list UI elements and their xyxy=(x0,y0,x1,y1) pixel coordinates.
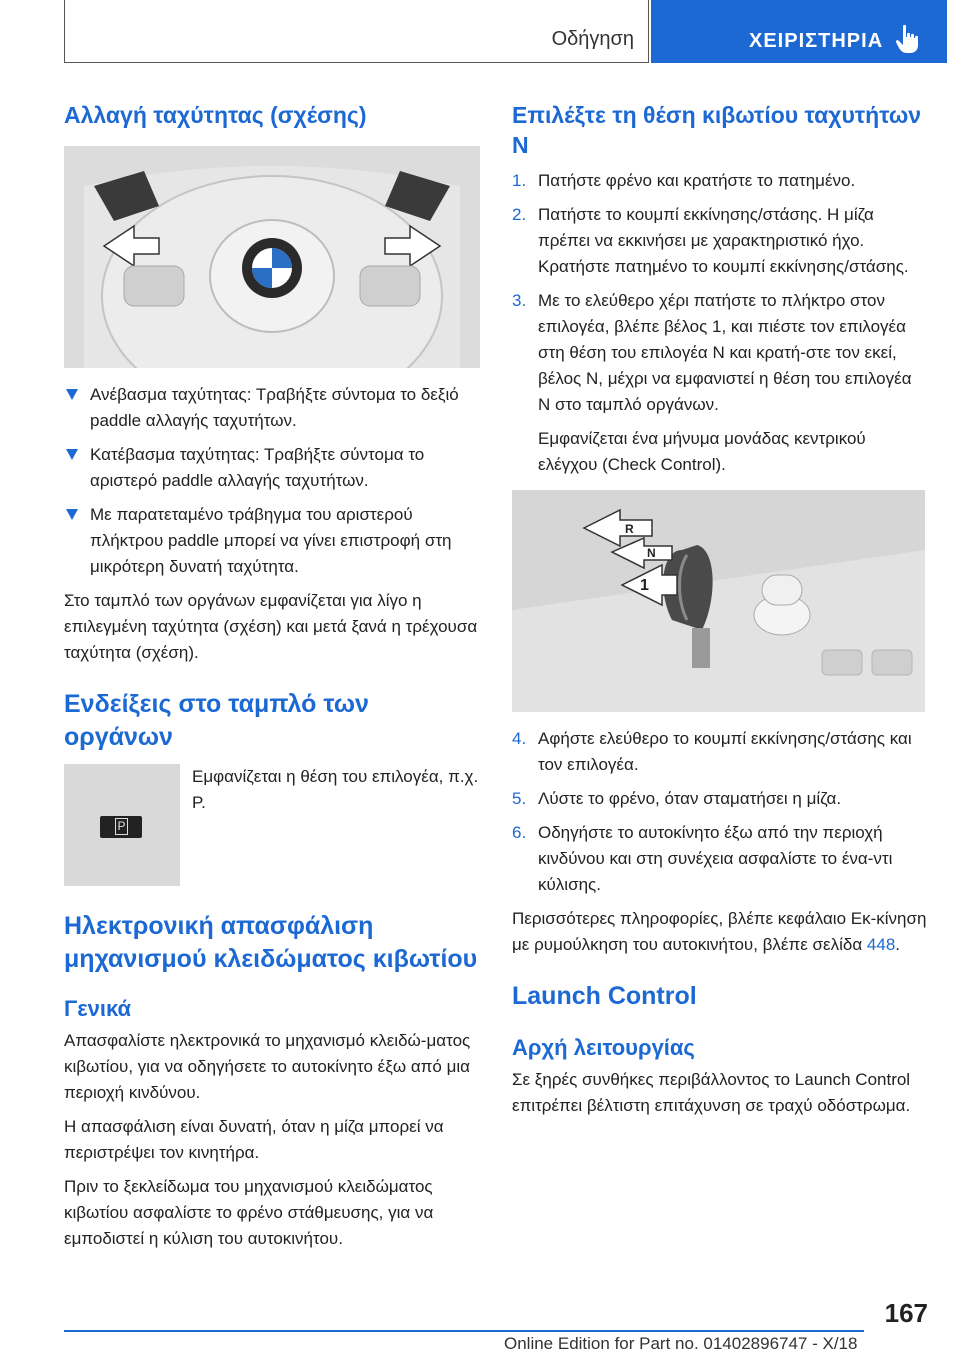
hand-pointer-icon xyxy=(895,24,921,54)
list-item: Κατέβασμα ταχύτητας: Τραβήξτε σύντομα το αριστερό paddle αλλαγής ταχυτήτων. xyxy=(64,442,484,494)
gear-indicator-image xyxy=(64,764,180,886)
header-chapter-title: ΧΕΙΡΙΣΤΗΡΙΑ xyxy=(749,30,884,52)
list-item: Ανέβασμα ταχύτητας: Τραβήξτε σύντομα το δεξιό paddle αλλαγής ταχυτήτων. xyxy=(64,382,484,434)
heading-gear-change: Αλλαγή ταχύτητας (σχέσης) xyxy=(64,102,367,128)
triangle-bullet-icon xyxy=(66,449,78,460)
header-section-box xyxy=(64,0,649,63)
steps-list-a xyxy=(512,168,927,478)
gear-selector-illustration xyxy=(512,490,925,712)
steps-list-b xyxy=(512,726,927,898)
heading-principle: Αρχή λειτουργίας xyxy=(512,1035,695,1060)
arrow-r-label: R xyxy=(625,522,634,536)
list-item: 4. Αφήστε ελεύθερο το κουμπί εκκίνησης/στάσης και τον επιλογέα. xyxy=(512,729,912,774)
gear-change-bullets xyxy=(64,382,484,580)
gear-indicator-display xyxy=(100,816,142,838)
list-item: 3. Με το ελεύθερο χέρι πατήστε το πλήκτρο στον επιλογέα, βλέπε βέλος 1, και πιέστε τον επιλογέα στη θέση του επιλογέα N και κρατή-στε τον εκεί, βέλος N, μέχρι να εμφανιστεί η θέση του επιλογέα N στο ταμπλό οργάνων. Εμφανίζεται ένα μήνυμα μονάδας κεντρικού ελέγχου (Check Control). xyxy=(512,288,927,478)
principle-paragraph: Σε ξηρές συνθήκες περιβάλλοντος το Launch Control επιτρέπει βέλτιστη επιτάχυνση σε τραχύ οδόστρωμα. xyxy=(512,1070,911,1115)
gear-indicator-letter: P xyxy=(115,818,128,835)
list-item: Με παρατεταμένο τράβηγμα του αριστερού πλήκτρου paddle μπορεί να γίνει επιστροφή στη μικρότερη δυνατή ταχύτητα. xyxy=(64,502,484,580)
more-info-paragraph: Περισσότερες πληροφορίες, βλέπε κεφάλαιο Εκ-κίνηση με ρυμούλκηση του αυτοκινήτου, βλέπε σελίδα 448. xyxy=(512,909,927,954)
right-column xyxy=(512,100,927,1119)
general-paragraph-2: Η απασφάλιση είναι δυνατή, όταν η μίζα μπορεί να περιστρέψει τον κινητήρα. xyxy=(64,1117,444,1162)
step3-extra: Εμφανίζεται ένα μήνυμα μονάδας κεντρικού ελέγχου (Check Control). xyxy=(538,429,866,474)
indications-block xyxy=(64,764,484,900)
indications-text: Εμφανίζεται η θέση του επιλογέα, π.χ. P. xyxy=(192,767,479,812)
dashboard-paragraph: Στο ταμπλό των οργάνων εμφανίζεται για λίγο η επιλεγμένη ταχύτητα (σχέση) και μετά ξανά η τρέχουσα ταχύτητα (σχέση). xyxy=(64,591,478,662)
heading-launch-control: Launch Control xyxy=(512,982,697,1010)
heading-general: Γενικά xyxy=(64,996,132,1021)
page-reference-link[interactable]: 448 xyxy=(866,935,896,954)
steering-wheel-illustration xyxy=(64,146,480,368)
header-chapter-box xyxy=(651,0,947,63)
arrow-1-label: 1 xyxy=(640,577,649,594)
triangle-bullet-icon xyxy=(66,389,78,400)
steering-wheel-image xyxy=(64,146,480,368)
left-column xyxy=(64,100,484,1252)
gear-selector-image xyxy=(512,490,925,712)
general-paragraph-1: Απασφαλίστε ηλεκτρονικά το μηχανισμό κλειδώ-ματος κιβωτίου, για να οδηγήσετε το αυτοκίνητο έξω από μια περιοχή κινδύνου. xyxy=(64,1031,471,1102)
list-item: 6. Οδηγήστε το αυτοκίνητο έξω από την περιοχή κινδύνου και στη συνέχεια ασφαλίστε το ένα-ντι κύλισης. xyxy=(512,823,893,894)
footer-divider xyxy=(64,1330,864,1332)
general-paragraph-3: Πριν το ξεκλείδωμα του μηχανισμού κλειδώματος κιβωτίου ασφαλίστε το φρένο στάθμευσης, για να εμποδιστεί η κύλιση του αυτοκινήτου. xyxy=(64,1177,434,1248)
list-item: 5. Λύστε το φρένο, όταν σταματήσει η μίζα. xyxy=(512,789,842,808)
footer-edition: Online Edition for Part no. 01402896747 - X/18 xyxy=(504,1334,858,1353)
arrow-n-label: N xyxy=(647,546,656,560)
heading-indications: Ενδείξεις στο ταμπλό των οργάνων xyxy=(64,690,369,751)
triangle-bullet-icon xyxy=(66,509,78,520)
page-number: 167 xyxy=(884,1298,928,1328)
list-item: 2. Πατήστε το κουμπί εκκίνησης/στάσης. Η μίζα πρέπει να εκκινήσει με χαρακτηριστικό ήχο. Κρατήστε πατημένο το κουμπί εκκίνησης/στάσης. xyxy=(512,205,909,276)
list-item: 1. Πατήστε φρένο και κρατήστε το πατημένο. xyxy=(512,171,856,190)
header-section-title: Οδήγηση xyxy=(551,28,634,50)
heading-select-n: Επιλέξτε τη θέση κιβωτίου ταχυτήτων N xyxy=(512,102,922,158)
heading-electronic-unlock: Ηλεκτρονική απασφάλιση μηχανισμού κλειδώματος κιβωτίου xyxy=(64,912,478,973)
